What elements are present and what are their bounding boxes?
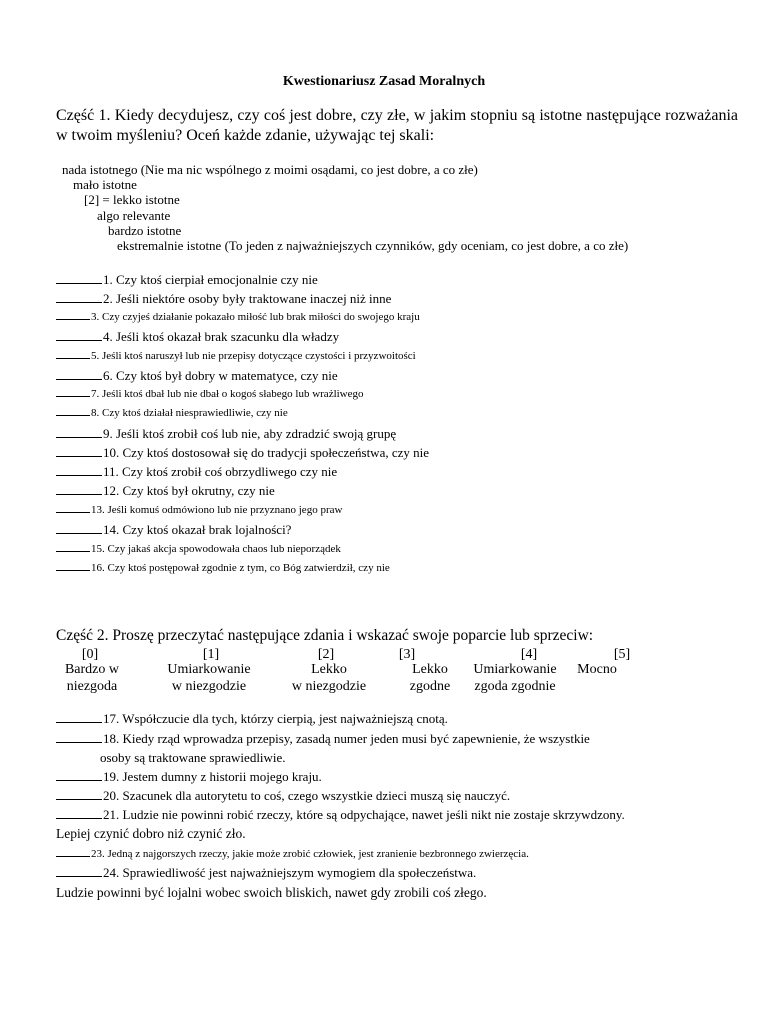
question-item: 8. Czy ktoś działał niesprawiedliwie, czy nie	[56, 406, 288, 419]
scale-option-4: bardzo istotne	[108, 223, 182, 238]
answer-blank[interactable]	[56, 446, 102, 457]
question-item: 9. Jeśli ktoś zrobił coś lub nie, aby zdradzić swoją grupę	[56, 426, 396, 442]
answer-blank[interactable]	[56, 273, 102, 284]
scale-number-1: [1]	[202, 647, 220, 662]
part1-intro: Część 1. Kiedy decydujesz, czy coś jest dobre, czy złe, w jakim stopniu są istotne następujące rozważania w twoim myśleniu? Oceń każde zdanie, używając tej skali:	[56, 107, 738, 144]
statement-item: 21. Ludzie nie powinni robić rzeczy, które są odpychające, nawet jeśli nikt nie zostaje skrzywdzony.	[56, 807, 625, 823]
scale-option-1: mało istotne	[73, 177, 137, 192]
answer-blank[interactable]	[56, 561, 90, 571]
question-item: 16. Czy ktoś postępował zgodnie z tym, co Bóg zatwierdził, czy nie	[56, 561, 390, 574]
scale-option-0: nada istotnego (Nie ma nic wspólnego z moimi osądami, co jest dobre, a co złe)	[62, 162, 478, 177]
statement-item: 20. Szacunek dla autorytetu to coś, czego wszystkie dzieci muszą się nauczyć.	[56, 788, 510, 804]
question-item: 14. Czy ktoś okazał brak lojalności?	[56, 522, 291, 538]
question-item: 12. Czy ktoś był okrutny, czy nie	[56, 483, 275, 499]
scale-label-5: Mocno	[577, 662, 617, 677]
answer-blank[interactable]	[56, 369, 102, 380]
part2-heading: Część 2. Proszę przeczytać następujące zdania i wskazać swoje poparcie lub sprzeciw:	[56, 627, 594, 644]
statement-plain: Ludzie powinni być lojalni wobec swoich bliskich, nawet gdy zrobili coś złego.	[56, 885, 487, 900]
statement-continuation: osoby są traktowane sprawiedliwie.	[100, 750, 286, 765]
answer-blank[interactable]	[56, 406, 90, 416]
scale-number-2: [2]	[317, 647, 335, 662]
answer-blank[interactable]	[56, 808, 102, 819]
document-title: Kwestionariusz Zasad Moralnych	[282, 74, 486, 89]
question-item: 15. Czy jakaś akcja spowodowała chaos lub nieporządek	[56, 542, 341, 555]
statement-item: 17. Współczucie dla tych, którzy cierpią, jest najważniejszą cnotą.	[56, 711, 448, 727]
question-item: 2. Jeśli niektóre osoby były traktowane inaczej niż inne	[56, 291, 391, 307]
scale-option-3: algo relevante	[97, 208, 171, 223]
answer-blank[interactable]	[56, 847, 90, 857]
answer-blank[interactable]	[56, 789, 102, 800]
scale-number-0: [0]	[81, 647, 99, 662]
scale-label-0: Bardzo w niezgoda	[64, 662, 120, 694]
answer-blank[interactable]	[56, 427, 102, 438]
statement-item: 24. Sprawiedliwość jest najważniejszym wymogiem dla społeczeństwa.	[56, 865, 476, 881]
scale-label-1: Umiarkowanie w niezgodzie	[167, 662, 251, 694]
question-item: 11. Czy ktoś zrobił coś obrzydliwego czy nie	[56, 464, 337, 480]
answer-blank[interactable]	[56, 349, 90, 359]
statement-item: 19. Jestem dumny z historii mojego kraju.	[56, 769, 322, 785]
answer-blank[interactable]	[56, 866, 102, 877]
question-item: 13. Jeśli komuś odmówiono lub nie przyznano jego praw	[56, 503, 342, 516]
scale-number-4: [4]	[520, 647, 538, 662]
scale-number-3: [3]	[398, 647, 416, 662]
answer-blank[interactable]	[56, 310, 90, 320]
answer-blank[interactable]	[56, 523, 102, 534]
question-item: 3. Czy czyjeś działanie pokazało miłość lub brak miłości do swojego kraju	[56, 310, 420, 323]
statement-plain: Lepiej czynić dobro niż czynić zło.	[56, 826, 246, 841]
answer-blank[interactable]	[56, 503, 90, 513]
statement-item: 23. Jedną z najgorszych rzeczy, jakie może zrobić człowiek, jest zranienie bezbronnego zwierzęcia.	[56, 847, 529, 860]
answer-blank[interactable]	[56, 484, 102, 495]
scale-label-4: Umiarkowanie zgoda zgodnie	[473, 662, 557, 694]
scale-option-2: [2] = lekko istotne	[84, 192, 180, 207]
answer-blank[interactable]	[56, 292, 102, 303]
question-item: 6. Czy ktoś był dobry w matematyce, czy nie	[56, 368, 338, 384]
answer-blank[interactable]	[56, 712, 102, 723]
statement-item: 18. Kiedy rząd wprowadza przepisy, zasadą numer jeden musi być zapewnienie, że wszystkie	[56, 731, 590, 747]
question-item: 1. Czy ktoś cierpiał emocjonalnie czy nie	[56, 272, 318, 288]
scale-label-3: Lekko zgodne	[409, 662, 451, 694]
scale-label-2: Lekko w niezgodzie	[291, 662, 367, 694]
answer-blank[interactable]	[56, 465, 102, 476]
question-item: 10. Czy ktoś dostosował się do tradycji społeczeństwa, czy nie	[56, 445, 429, 461]
scale-option-5: ekstremalnie istotne (To jeden z najważniejszych czynników, gdy oceniam, co jest dobre, a co złe)	[117, 238, 629, 253]
question-item: 7. Jeśli ktoś dbał lub nie dbał o kogoś słabego lub wrażliwego	[56, 387, 364, 400]
answer-blank[interactable]	[56, 770, 102, 781]
answer-blank[interactable]	[56, 542, 90, 552]
question-item: 4. Jeśli ktoś okazał brak szacunku dla władzy	[56, 329, 339, 345]
answer-blank[interactable]	[56, 387, 90, 397]
question-item: 5. Jeśli ktoś naruszył lub nie przepisy dotyczące czystości i przyzwoitości	[56, 349, 416, 362]
answer-blank[interactable]	[56, 330, 102, 341]
answer-blank[interactable]	[56, 732, 102, 743]
scale-number-5: [5]	[613, 647, 631, 662]
